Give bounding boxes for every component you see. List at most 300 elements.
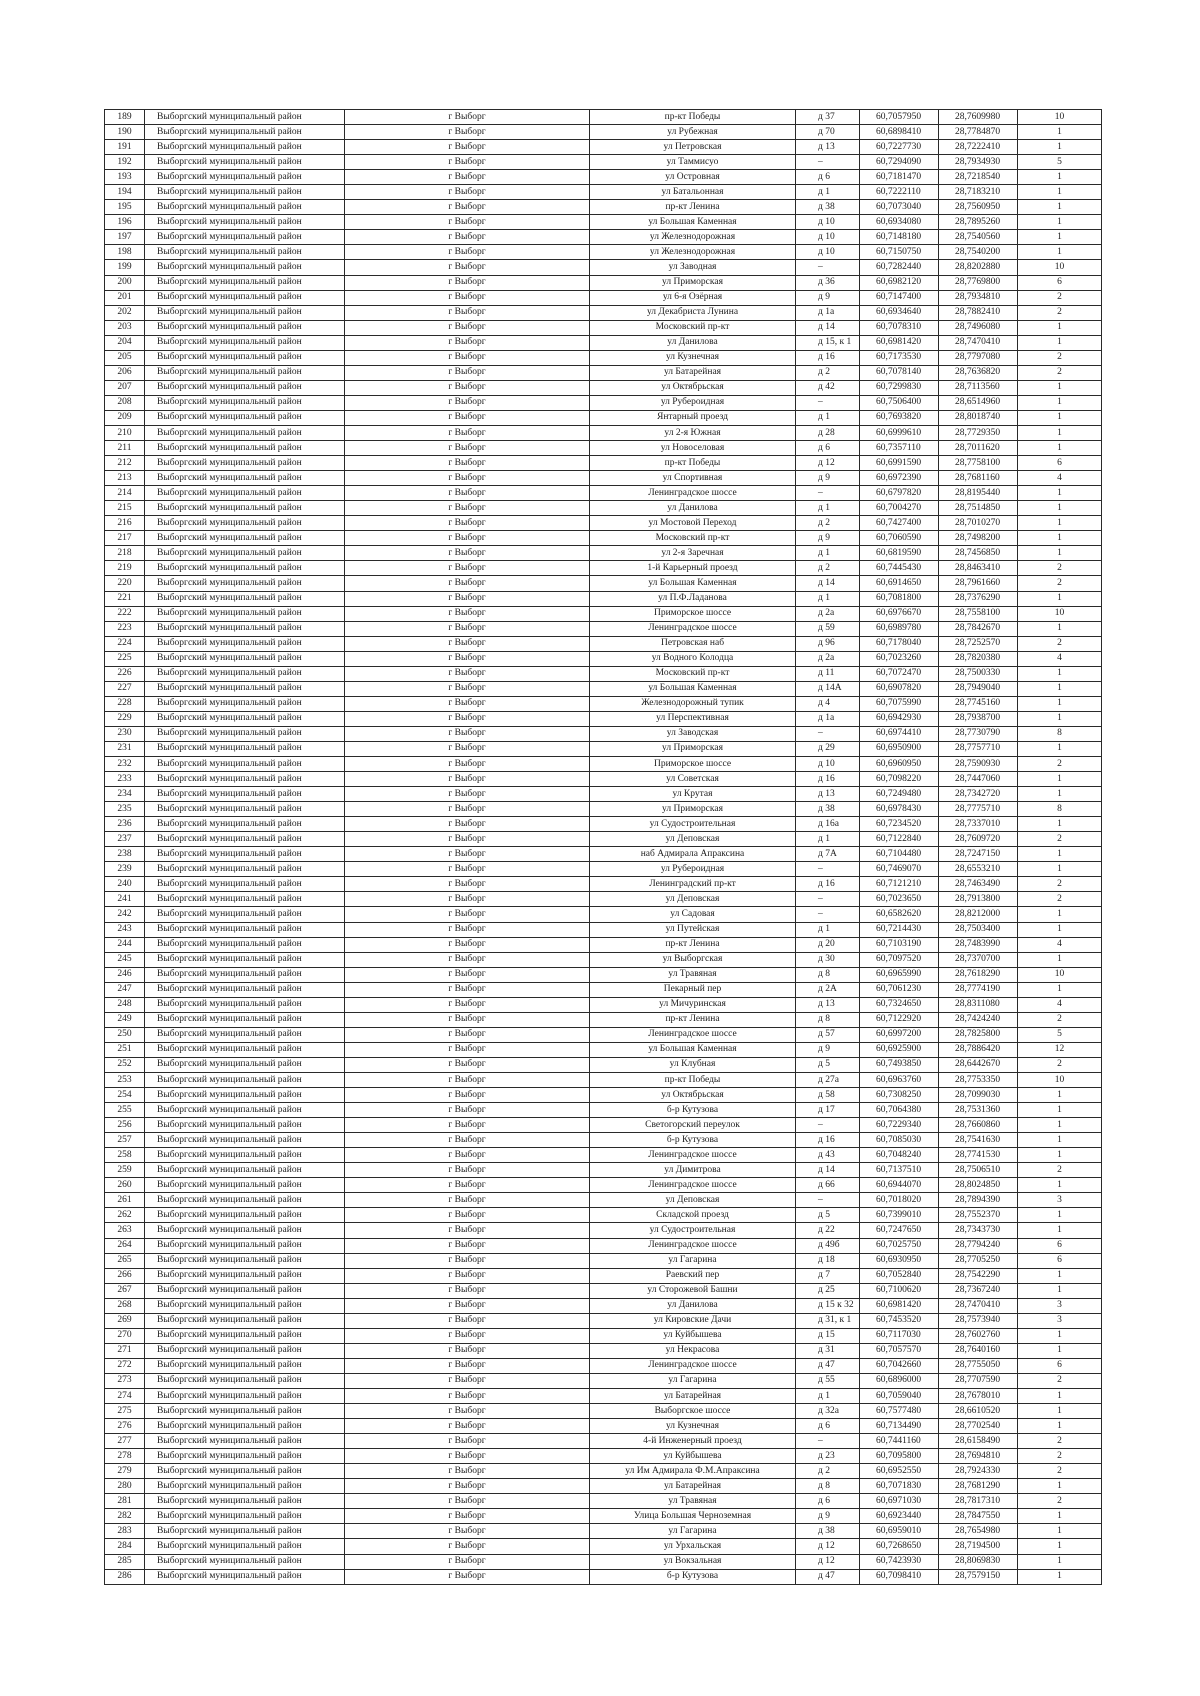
table-row — [105, 1027, 1102, 1042]
table-body — [105, 110, 1102, 1585]
street-cell: Московский пр-кт — [590, 666, 796, 681]
city-cell: г Выборг — [345, 1148, 590, 1163]
city-cell: г Выборг — [345, 1494, 590, 1509]
district-cell: Выборгский муниципальный район — [145, 1027, 345, 1042]
street-cell: Светогорский переулок — [590, 1118, 796, 1133]
table-row — [105, 862, 1102, 877]
row-number-cell: 214 — [105, 486, 145, 501]
table-row — [105, 621, 1102, 636]
city-cell: г Выборг — [345, 1193, 590, 1208]
district-cell: Выборгский муниципальный район — [145, 320, 345, 335]
longitude-cell: 28,7531360 — [939, 1103, 1018, 1118]
house-cell: д 42 — [796, 380, 860, 395]
count-cell: 1 — [1018, 817, 1102, 832]
street-cell: Ленинградское шоссе — [590, 621, 796, 636]
house-cell: д 12 — [796, 456, 860, 471]
latitude-cell: 60,7299830 — [860, 380, 939, 395]
house-cell: д 9 — [796, 471, 860, 486]
table-row — [105, 832, 1102, 847]
longitude-cell: 28,7343730 — [939, 1223, 1018, 1238]
latitude-cell: 60,6991590 — [860, 456, 939, 471]
district-cell: Выборгский муниципальный район — [145, 1434, 345, 1449]
row-number-cell: 223 — [105, 621, 145, 636]
city-cell: г Выборг — [345, 741, 590, 756]
latitude-cell: 60,7073040 — [860, 200, 939, 215]
street-cell: Московский пр-кт — [590, 531, 796, 546]
house-cell: д 1 — [796, 546, 860, 561]
table-row — [105, 275, 1102, 290]
street-cell: ул Большая Каменная — [590, 1042, 796, 1057]
count-cell: 8 — [1018, 726, 1102, 741]
district-cell: Выборгский муниципальный район — [145, 651, 345, 666]
district-cell: Выборгский муниципальный район — [145, 1283, 345, 1298]
street-cell: ул Островная — [590, 170, 796, 185]
district-cell: Выборгский муниципальный район — [145, 1118, 345, 1133]
city-cell: г Выборг — [345, 606, 590, 621]
city-cell: г Выборг — [345, 787, 590, 802]
table-row — [105, 1539, 1102, 1554]
latitude-cell: 60,7294090 — [860, 155, 939, 170]
row-number-cell: 207 — [105, 380, 145, 395]
count-cell: 5 — [1018, 155, 1102, 170]
district-cell: Выборгский муниципальный район — [145, 395, 345, 410]
street-cell: пр-кт Победы — [590, 1073, 796, 1088]
row-number-cell: 268 — [105, 1298, 145, 1313]
count-cell: 1 — [1018, 1268, 1102, 1283]
count-cell: 1 — [1018, 531, 1102, 546]
city-cell: г Выборг — [345, 441, 590, 456]
city-cell: г Выборг — [345, 982, 590, 997]
street-cell: ул Деповская — [590, 892, 796, 907]
city-cell: г Выборг — [345, 997, 590, 1012]
count-cell: 2 — [1018, 892, 1102, 907]
longitude-cell: 28,7847550 — [939, 1509, 1018, 1524]
city-cell: г Выборг — [345, 772, 590, 787]
longitude-cell: 28,8069830 — [939, 1554, 1018, 1569]
count-cell: 1 — [1018, 741, 1102, 756]
count-cell: 2 — [1018, 1163, 1102, 1178]
district-cell: Выборгский муниципальный район — [145, 1103, 345, 1118]
row-number-cell: 272 — [105, 1358, 145, 1373]
district-cell: Выборгский муниципальный район — [145, 471, 345, 486]
house-cell: д 27а — [796, 1073, 860, 1088]
count-cell: 1 — [1018, 1103, 1102, 1118]
latitude-cell: 60,7324650 — [860, 997, 939, 1012]
latitude-cell: 60,7357110 — [860, 441, 939, 456]
street-cell: ул Октябрьская — [590, 380, 796, 395]
table-row — [105, 410, 1102, 425]
count-cell: 2 — [1018, 1373, 1102, 1388]
district-cell: Выборгский муниципальный район — [145, 576, 345, 591]
house-cell: – — [796, 486, 860, 501]
house-cell: д 28 — [796, 425, 860, 440]
street-cell: пр-кт Победы — [590, 110, 796, 125]
count-cell: 1 — [1018, 1509, 1102, 1524]
house-cell: д 14 — [796, 320, 860, 335]
district-cell: Выборгский муниципальный район — [145, 877, 345, 892]
longitude-cell: 28,7579150 — [939, 1569, 1018, 1584]
longitude-cell: 28,6442670 — [939, 1057, 1018, 1072]
house-cell: д 1а — [796, 305, 860, 320]
city-cell: г Выборг — [345, 877, 590, 892]
street-cell: ул Батарейная — [590, 1479, 796, 1494]
row-number-cell: 192 — [105, 155, 145, 170]
district-cell: Выборгский муниципальный район — [145, 230, 345, 245]
row-number-cell: 209 — [105, 410, 145, 425]
row-number-cell: 198 — [105, 245, 145, 260]
table-row — [105, 1554, 1102, 1569]
latitude-cell: 60,6997200 — [860, 1027, 939, 1042]
longitude-cell: 28,7194500 — [939, 1539, 1018, 1554]
street-cell: ул Петровская — [590, 140, 796, 155]
street-cell: ул Железнодорожная — [590, 245, 796, 260]
table-row — [105, 456, 1102, 471]
row-number-cell: 211 — [105, 441, 145, 456]
city-cell: г Выборг — [345, 1419, 590, 1434]
count-cell: 1 — [1018, 1223, 1102, 1238]
row-number-cell: 254 — [105, 1088, 145, 1103]
count-cell: 2 — [1018, 877, 1102, 892]
table-row — [105, 1223, 1102, 1238]
district-cell: Выборгский муниципальный район — [145, 140, 345, 155]
district-cell: Выборгский муниципальный район — [145, 561, 345, 576]
house-cell: д 38 — [796, 1524, 860, 1539]
house-cell: д 2а — [796, 606, 860, 621]
count-cell: 1 — [1018, 441, 1102, 456]
house-cell: д 2 — [796, 1464, 860, 1479]
table-row — [105, 892, 1102, 907]
latitude-cell: 60,7078310 — [860, 320, 939, 335]
count-cell: 1 — [1018, 140, 1102, 155]
row-number-cell: 215 — [105, 501, 145, 516]
latitude-cell: 60,6971030 — [860, 1494, 939, 1509]
street-cell: ул Травяная — [590, 1494, 796, 1509]
latitude-cell: 60,7100620 — [860, 1283, 939, 1298]
district-cell: Выборгский муниципальный район — [145, 410, 345, 425]
count-cell: 1 — [1018, 1404, 1102, 1419]
row-number-cell: 280 — [105, 1479, 145, 1494]
longitude-cell: 28,7774190 — [939, 982, 1018, 997]
longitude-cell: 28,7483990 — [939, 937, 1018, 952]
district-cell: Выборгский муниципальный район — [145, 125, 345, 140]
city-cell: г Выборг — [345, 832, 590, 847]
district-cell: Выборгский муниципальный район — [145, 290, 345, 305]
latitude-cell: 60,7441160 — [860, 1434, 939, 1449]
house-cell: д 66 — [796, 1178, 860, 1193]
street-cell: Ленинградское шоссе — [590, 1178, 796, 1193]
house-cell: д 31, к 1 — [796, 1313, 860, 1328]
longitude-cell: 28,6514960 — [939, 395, 1018, 410]
longitude-cell: 28,7113560 — [939, 380, 1018, 395]
latitude-cell: 60,7052840 — [860, 1268, 939, 1283]
table-row — [105, 606, 1102, 621]
row-number-cell: 271 — [105, 1343, 145, 1358]
street-cell: Янтарный проезд — [590, 410, 796, 425]
table-row — [105, 305, 1102, 320]
row-number-cell: 251 — [105, 1042, 145, 1057]
longitude-cell: 28,7729350 — [939, 425, 1018, 440]
table-row — [105, 170, 1102, 185]
longitude-cell: 28,7707590 — [939, 1373, 1018, 1388]
longitude-cell: 28,7654980 — [939, 1524, 1018, 1539]
latitude-cell: 60,6989780 — [860, 621, 939, 636]
street-cell: ул Приморская — [590, 802, 796, 817]
count-cell: 2 — [1018, 832, 1102, 847]
table-row — [105, 636, 1102, 651]
city-cell: г Выборг — [345, 1509, 590, 1524]
row-number-cell: 242 — [105, 907, 145, 922]
longitude-cell: 28,7934930 — [939, 155, 1018, 170]
district-cell: Выборгский муниципальный район — [145, 1449, 345, 1464]
table-row — [105, 1193, 1102, 1208]
count-cell: 1 — [1018, 395, 1102, 410]
street-cell: ул Гагарина — [590, 1373, 796, 1388]
count-cell: 10 — [1018, 260, 1102, 275]
house-cell: д 13 — [796, 787, 860, 802]
longitude-cell: 28,6610520 — [939, 1404, 1018, 1419]
house-cell: д 38 — [796, 802, 860, 817]
table-row — [105, 772, 1102, 787]
street-cell: пр-кт Ленина — [590, 200, 796, 215]
street-cell: ул Водного Колодца — [590, 651, 796, 666]
table-row — [105, 1042, 1102, 1057]
table-row — [105, 1103, 1102, 1118]
count-cell: 1 — [1018, 1283, 1102, 1298]
latitude-cell: 60,6981420 — [860, 335, 939, 350]
count-cell: 1 — [1018, 215, 1102, 230]
longitude-cell: 28,7470410 — [939, 1298, 1018, 1313]
row-number-cell: 217 — [105, 531, 145, 546]
longitude-cell: 28,7934810 — [939, 290, 1018, 305]
longitude-cell: 28,7705250 — [939, 1253, 1018, 1268]
district-cell: Выборгский муниципальный район — [145, 937, 345, 952]
latitude-cell: 60,6907820 — [860, 681, 939, 696]
city-cell: г Выборг — [345, 215, 590, 230]
district-cell: Выборгский муниципальный район — [145, 245, 345, 260]
street-cell: ул Приморская — [590, 741, 796, 756]
district-cell: Выборгский муниципальный район — [145, 696, 345, 711]
street-cell: ул Куйбышева — [590, 1328, 796, 1343]
street-cell: Приморское шоссе — [590, 757, 796, 772]
table-row — [105, 110, 1102, 125]
latitude-cell: 60,7249480 — [860, 787, 939, 802]
house-cell: д 2а — [796, 651, 860, 666]
street-cell: ул Рубероидная — [590, 395, 796, 410]
table-row — [105, 1419, 1102, 1434]
city-cell: г Выборг — [345, 1103, 590, 1118]
longitude-cell: 28,7794240 — [939, 1238, 1018, 1253]
street-cell: ул 2-я Заречная — [590, 546, 796, 561]
longitude-cell: 28,7456850 — [939, 546, 1018, 561]
house-cell: д 10 — [796, 757, 860, 772]
longitude-cell: 28,7938700 — [939, 711, 1018, 726]
row-number-cell: 285 — [105, 1554, 145, 1569]
house-cell: – — [796, 260, 860, 275]
longitude-cell: 28,7602760 — [939, 1328, 1018, 1343]
district-cell: Выборгский муниципальный район — [145, 380, 345, 395]
longitude-cell: 28,7757710 — [939, 741, 1018, 756]
table-row — [105, 1313, 1102, 1328]
house-cell: д 14 — [796, 1163, 860, 1178]
house-cell: д 96 — [796, 636, 860, 651]
table-row — [105, 1298, 1102, 1313]
longitude-cell: 28,7745160 — [939, 696, 1018, 711]
table-row — [105, 651, 1102, 666]
row-number-cell: 286 — [105, 1569, 145, 1584]
count-cell: 5 — [1018, 1027, 1102, 1042]
house-cell: д 1 — [796, 185, 860, 200]
row-number-cell: 260 — [105, 1178, 145, 1193]
count-cell: 1 — [1018, 1178, 1102, 1193]
house-cell: д 11 — [796, 666, 860, 681]
house-cell: д 30 — [796, 952, 860, 967]
house-cell: д 2А — [796, 982, 860, 997]
count-cell: 2 — [1018, 1434, 1102, 1449]
district-cell: Выборгский муниципальный район — [145, 531, 345, 546]
row-number-cell: 220 — [105, 576, 145, 591]
city-cell: г Выборг — [345, 140, 590, 155]
latitude-cell: 60,6972390 — [860, 471, 939, 486]
house-cell: д 9 — [796, 531, 860, 546]
street-cell: ул Большая Каменная — [590, 681, 796, 696]
row-number-cell: 200 — [105, 275, 145, 290]
table-row — [105, 125, 1102, 140]
latitude-cell: 60,6898410 — [860, 125, 939, 140]
longitude-cell: 28,7825800 — [939, 1027, 1018, 1042]
row-number-cell: 274 — [105, 1388, 145, 1403]
row-number-cell: 257 — [105, 1133, 145, 1148]
city-cell: г Выборг — [345, 230, 590, 245]
district-cell: Выборгский муниципальный район — [145, 486, 345, 501]
city-cell: г Выборг — [345, 1479, 590, 1494]
longitude-cell: 28,7498200 — [939, 531, 1018, 546]
house-cell: д 16 — [796, 772, 860, 787]
district-cell: Выборгский муниципальный район — [145, 1088, 345, 1103]
city-cell: г Выборг — [345, 757, 590, 772]
district-cell: Выборгский муниципальный район — [145, 1057, 345, 1072]
longitude-cell: 28,7099030 — [939, 1088, 1018, 1103]
house-cell: – — [796, 155, 860, 170]
longitude-cell: 28,7913800 — [939, 892, 1018, 907]
street-cell: ул Советская — [590, 772, 796, 787]
house-cell: д 20 — [796, 937, 860, 952]
count-cell: 2 — [1018, 350, 1102, 365]
table-row — [105, 591, 1102, 606]
longitude-cell: 28,7247150 — [939, 847, 1018, 862]
city-cell: г Выборг — [345, 110, 590, 125]
street-cell: ул Батальонная — [590, 185, 796, 200]
district-cell: Выборгский муниципальный район — [145, 1388, 345, 1403]
city-cell: г Выборг — [345, 937, 590, 952]
count-cell: 2 — [1018, 1494, 1102, 1509]
house-cell: д 6 — [796, 1494, 860, 1509]
row-number-cell: 284 — [105, 1539, 145, 1554]
city-cell: г Выборг — [345, 395, 590, 410]
street-cell: ул Батарейная — [590, 1388, 796, 1403]
count-cell: 1 — [1018, 847, 1102, 862]
house-cell: д 6 — [796, 1419, 860, 1434]
count-cell: 1 — [1018, 862, 1102, 877]
house-cell: д 1 — [796, 410, 860, 425]
city-cell: г Выборг — [345, 1539, 590, 1554]
house-cell: д 55 — [796, 1373, 860, 1388]
count-cell: 1 — [1018, 501, 1102, 516]
row-number-cell: 266 — [105, 1268, 145, 1283]
house-cell: – — [796, 726, 860, 741]
count-cell: 1 — [1018, 1148, 1102, 1163]
row-number-cell: 201 — [105, 290, 145, 305]
city-cell: г Выборг — [345, 1163, 590, 1178]
latitude-cell: 60,7057950 — [860, 110, 939, 125]
city-cell: г Выборг — [345, 486, 590, 501]
district-cell: Выборгский муниципальный район — [145, 711, 345, 726]
count-cell: 1 — [1018, 681, 1102, 696]
city-cell: г Выборг — [345, 1088, 590, 1103]
city-cell: г Выборг — [345, 1328, 590, 1343]
city-cell: г Выборг — [345, 1298, 590, 1313]
street-cell: ул Вокзальная — [590, 1554, 796, 1569]
count-cell: 1 — [1018, 907, 1102, 922]
longitude-cell: 28,7560950 — [939, 200, 1018, 215]
table-row — [105, 1494, 1102, 1509]
table-row — [105, 696, 1102, 711]
latitude-cell: 60,7445430 — [860, 561, 939, 576]
count-cell: 6 — [1018, 1358, 1102, 1373]
table-row — [105, 952, 1102, 967]
longitude-cell: 28,7820380 — [939, 651, 1018, 666]
street-cell: ул Судостроительная — [590, 1223, 796, 1238]
house-cell: д 12 — [796, 1539, 860, 1554]
count-cell: 4 — [1018, 937, 1102, 952]
house-cell: д 7 — [796, 1268, 860, 1283]
street-cell: ул Гагарина — [590, 1253, 796, 1268]
count-cell: 10 — [1018, 1073, 1102, 1088]
count-cell: 1 — [1018, 170, 1102, 185]
latitude-cell: 60,6797820 — [860, 486, 939, 501]
house-cell: д 8 — [796, 1012, 860, 1027]
street-cell: ул Гагарина — [590, 1524, 796, 1539]
longitude-cell: 28,7755050 — [939, 1358, 1018, 1373]
district-cell: Выборгский муниципальный район — [145, 817, 345, 832]
city-cell: г Выборг — [345, 621, 590, 636]
street-cell: ул Мостовой Переход — [590, 516, 796, 531]
count-cell: 6 — [1018, 1238, 1102, 1253]
table-row — [105, 380, 1102, 395]
latitude-cell: 60,7506400 — [860, 395, 939, 410]
street-cell: ул Данилова — [590, 1298, 796, 1313]
table-row — [105, 471, 1102, 486]
city-cell: г Выборг — [345, 516, 590, 531]
latitude-cell: 60,6896000 — [860, 1373, 939, 1388]
house-cell: д 13 — [796, 140, 860, 155]
latitude-cell: 60,6959010 — [860, 1524, 939, 1539]
house-cell: д 47 — [796, 1358, 860, 1373]
table-row — [105, 546, 1102, 561]
street-cell: ул Мичуринская — [590, 997, 796, 1012]
table-row — [105, 1479, 1102, 1494]
longitude-cell: 28,7961660 — [939, 576, 1018, 591]
table-row — [105, 1343, 1102, 1358]
row-number-cell: 237 — [105, 832, 145, 847]
city-cell: г Выборг — [345, 1343, 590, 1358]
latitude-cell: 60,7399010 — [860, 1208, 939, 1223]
longitude-cell: 28,6158490 — [939, 1434, 1018, 1449]
count-cell: 1 — [1018, 621, 1102, 636]
house-cell: д 16а — [796, 817, 860, 832]
count-cell: 1 — [1018, 772, 1102, 787]
longitude-cell: 28,7895260 — [939, 215, 1018, 230]
district-cell: Выборгский муниципальный район — [145, 591, 345, 606]
